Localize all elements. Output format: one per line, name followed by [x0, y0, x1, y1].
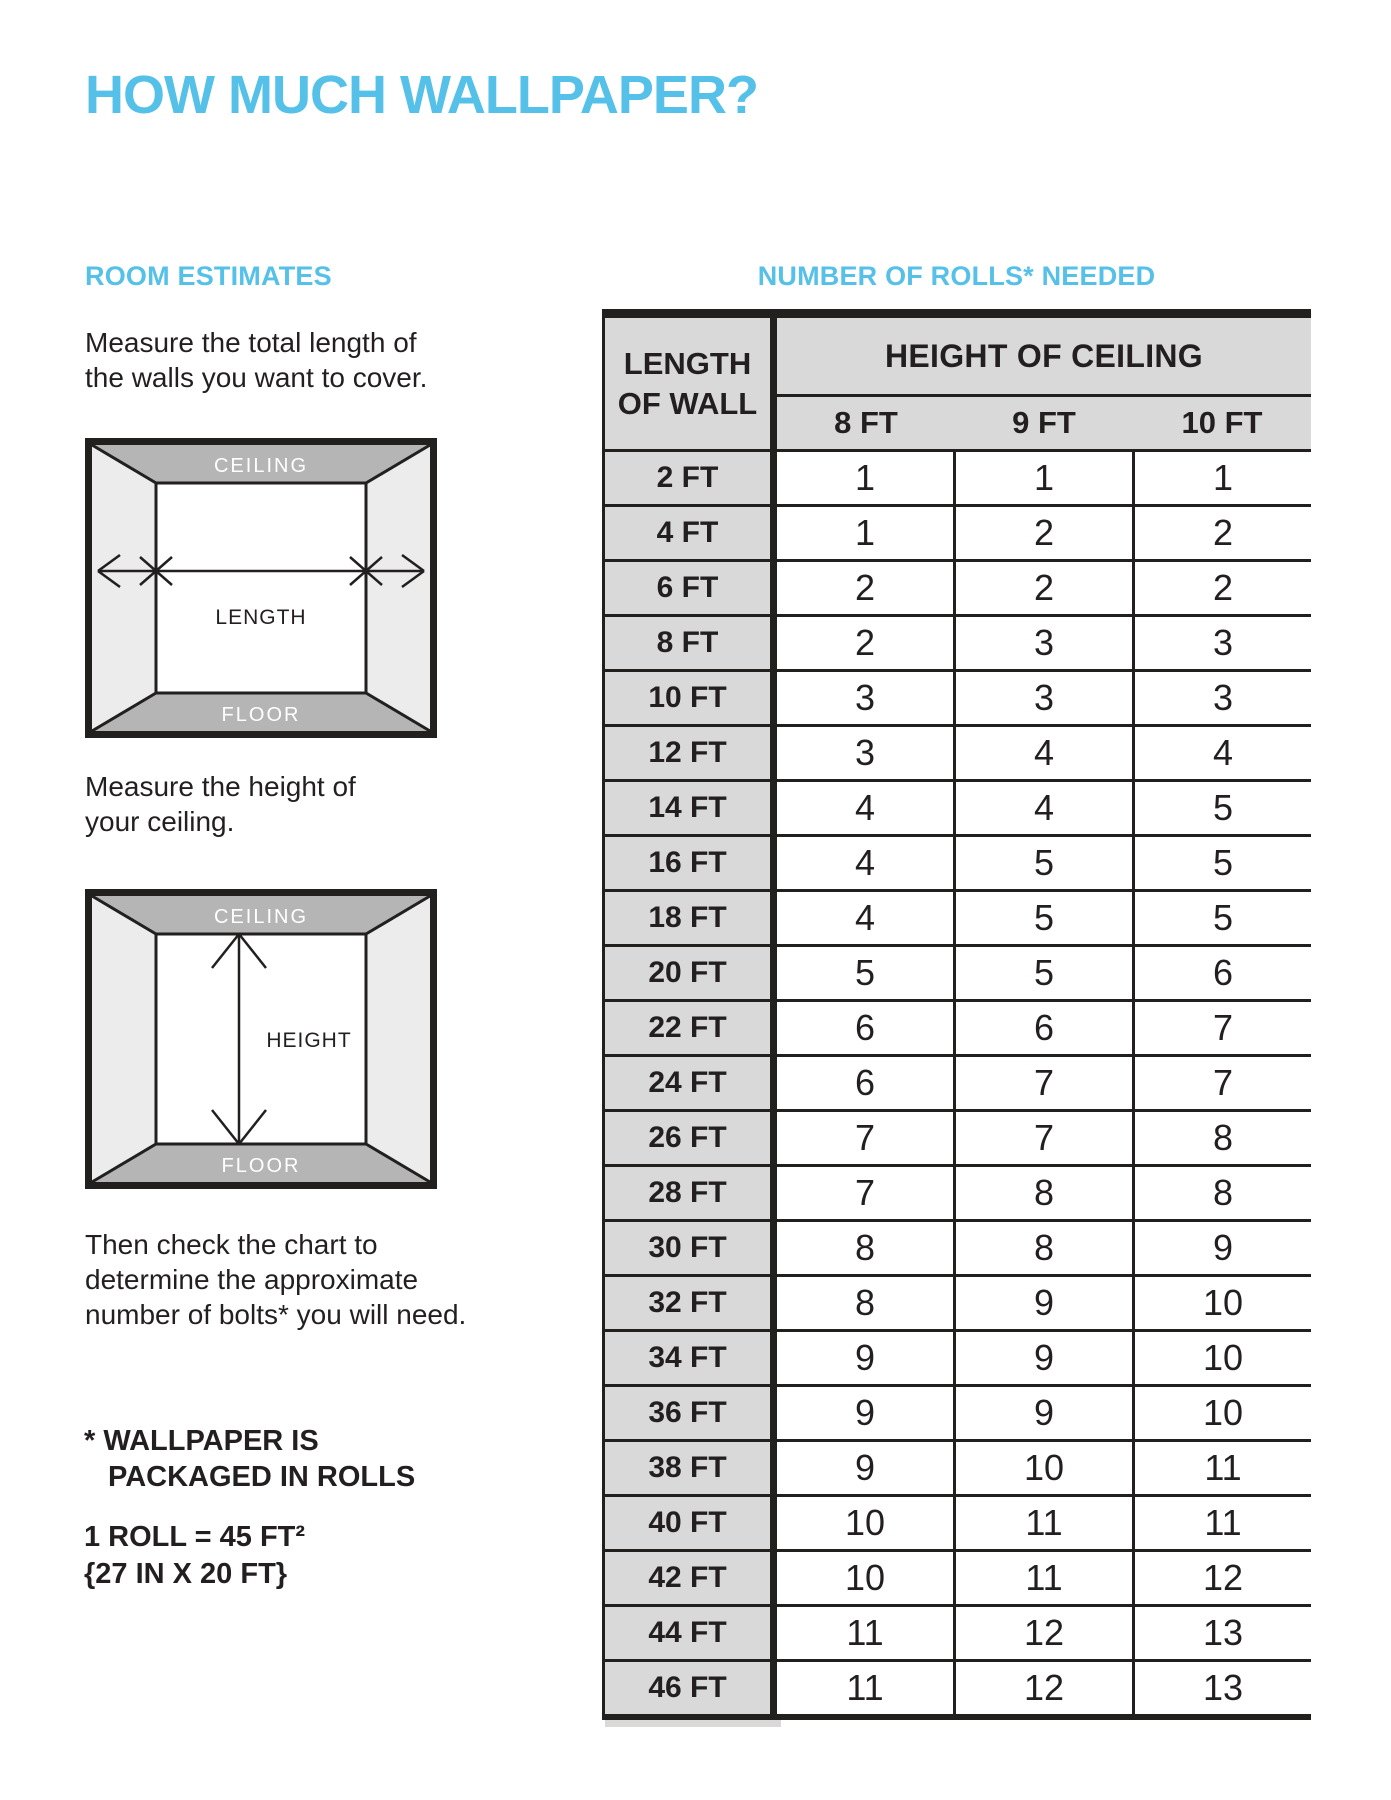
- rolls-9ft-cell: 10: [953, 1439, 1132, 1494]
- wall-length-cell: 18 FT: [605, 889, 777, 944]
- rolls-10ft-cell: 2: [1132, 504, 1311, 559]
- column-header-9ft: 9 FT: [1012, 405, 1076, 440]
- room-length-diagram: [85, 438, 437, 738]
- instruction-line: your ceiling.: [85, 806, 235, 837]
- table-row: [605, 834, 1311, 889]
- rolls-10ft-cell: 7: [1132, 999, 1311, 1054]
- rolls-10ft-cell: 5: [1132, 834, 1311, 889]
- rolls-8ft-cell: 9: [777, 1384, 953, 1439]
- wall-length-cell: 32 FT: [605, 1274, 777, 1329]
- back-wall-panel: [156, 483, 366, 693]
- rolls-9ft-cell: 5: [953, 889, 1132, 944]
- rolls-9ft-cell: 11: [953, 1494, 1132, 1549]
- wall-length-cell: 40 FT: [605, 1494, 777, 1549]
- rolls-9ft-cell: 8: [953, 1164, 1132, 1219]
- rolls-8ft-cell: 4: [777, 779, 953, 834]
- rolls-9ft-cell: 2: [953, 559, 1132, 614]
- roll-spec-line: {27 IN X 20 FT}: [84, 1558, 288, 1590]
- rolls-9ft-cell: 12: [953, 1659, 1132, 1714]
- ceiling-height-columns: [777, 397, 1311, 449]
- wall-length-cell: 14 FT: [605, 779, 777, 834]
- wall-length-cell: 22 FT: [605, 999, 777, 1054]
- rolls-10ft-cell: 12: [1132, 1549, 1311, 1604]
- wall-length-cell: 28 FT: [605, 1164, 777, 1219]
- wall-length-cell: 26 FT: [605, 1109, 777, 1164]
- ceiling-height-header-group: [777, 318, 1311, 449]
- table-bottom-tab: [605, 1720, 781, 1727]
- rolls-needed-heading: NUMBER OF ROLLS* NEEDED: [757, 261, 1156, 291]
- instruction-line: number of bolts* you will need.: [85, 1299, 467, 1330]
- wall-length-cell: 12 FT: [605, 724, 777, 779]
- rolls-10ft-cell: 1: [1132, 449, 1311, 504]
- right-wall-panel: [366, 896, 430, 1182]
- table-body: [605, 449, 1311, 1714]
- rolls-10ft-cell: 3: [1132, 669, 1311, 724]
- instruction-measure-height: [85, 769, 356, 839]
- table-header: [605, 318, 1311, 449]
- rolls-8ft-cell: 1: [777, 504, 953, 559]
- footnote-line: * WALLPAPER IS: [84, 1425, 319, 1457]
- height-label: HEIGHT: [266, 1029, 352, 1052]
- left-wall-panel: [92, 445, 156, 731]
- rolls-9ft-cell: 7: [953, 1109, 1132, 1164]
- rolls-10ft-cell: 13: [1132, 1659, 1311, 1714]
- rolls-9ft-cell: 3: [953, 614, 1132, 669]
- wall-length-cell: 36 FT: [605, 1384, 777, 1439]
- length-label: LENGTH: [215, 606, 307, 629]
- instruction-measure-length: [85, 325, 427, 395]
- rolls-9ft-cell: 1: [953, 449, 1132, 504]
- table-row: [605, 1054, 1311, 1109]
- wall-length-cell: 10 FT: [605, 669, 777, 724]
- rolls-8ft-cell: 3: [777, 669, 953, 724]
- rolls-8ft-cell: 9: [777, 1329, 953, 1384]
- rolls-8ft-cell: 6: [777, 1054, 953, 1109]
- rolls-8ft-cell: 8: [777, 1219, 953, 1274]
- rolls-8ft-cell: 8: [777, 1274, 953, 1329]
- rolls-9ft-cell: 2: [953, 504, 1132, 559]
- rolls-10ft-cell: 10: [1132, 1274, 1311, 1329]
- wallpaper-rolls-footnote: [84, 1423, 415, 1495]
- rolls-10ft-cell: 11: [1132, 1439, 1311, 1494]
- table-row: [605, 724, 1311, 779]
- wall-length-cell: 42 FT: [605, 1549, 777, 1604]
- rolls-needed-table: [602, 309, 1311, 1720]
- rolls-10ft-cell: 5: [1132, 889, 1311, 944]
- table-row: [605, 1604, 1311, 1659]
- instruction-line: the walls you want to cover.: [85, 362, 428, 393]
- rolls-10ft-cell: 4: [1132, 724, 1311, 779]
- rolls-8ft-cell: 7: [777, 1164, 953, 1219]
- table-row: [605, 669, 1311, 724]
- rolls-8ft-cell: 4: [777, 889, 953, 944]
- rolls-9ft-cell: 5: [953, 944, 1132, 999]
- rolls-10ft-cell: 3: [1132, 614, 1311, 669]
- wall-length-cell: 6 FT: [605, 559, 777, 614]
- table-row: [605, 1274, 1311, 1329]
- room-height-diagram: [85, 889, 437, 1189]
- table-row: [605, 999, 1311, 1054]
- footnote-line: PACKAGED IN ROLLS: [108, 1461, 416, 1493]
- rolls-8ft-cell: 7: [777, 1109, 953, 1164]
- table-row: [605, 1164, 1311, 1219]
- column-header-8ft: 8 FT: [834, 405, 898, 440]
- table-row: [605, 779, 1311, 834]
- wall-length-cell: 46 FT: [605, 1659, 777, 1714]
- length-of-wall-header: [605, 318, 777, 449]
- instruction-line: determine the approximate: [85, 1264, 419, 1295]
- column-header-10ft: 10 FT: [1181, 405, 1263, 440]
- rolls-9ft-cell: 11: [953, 1549, 1132, 1604]
- rolls-8ft-cell: 11: [777, 1659, 953, 1714]
- table-row: [605, 1384, 1311, 1439]
- rolls-9ft-cell: 4: [953, 724, 1132, 779]
- table-row: [605, 504, 1311, 559]
- roll-spec-line: 1 ROLL = 45 FT²: [84, 1521, 306, 1553]
- rolls-9ft-cell: 8: [953, 1219, 1132, 1274]
- table-row: [605, 889, 1311, 944]
- rolls-9ft-cell: 3: [953, 669, 1132, 724]
- wall-length-cell: 38 FT: [605, 1439, 777, 1494]
- wall-length-cell: 34 FT: [605, 1329, 777, 1384]
- rolls-8ft-cell: 11: [777, 1604, 953, 1659]
- instruction-check-chart: [85, 1227, 466, 1332]
- wall-length-cell: 20 FT: [605, 944, 777, 999]
- rolls-10ft-cell: 7: [1132, 1054, 1311, 1109]
- table-row: [605, 1219, 1311, 1274]
- instruction-line: Measure the total length of: [85, 327, 417, 358]
- rolls-10ft-cell: 6: [1132, 944, 1311, 999]
- left-wall-panel: [92, 896, 156, 1182]
- table-row: [605, 1329, 1311, 1384]
- table-row: [605, 1109, 1311, 1164]
- table-row: [605, 1549, 1311, 1604]
- rolls-8ft-cell: 1: [777, 449, 953, 504]
- wall-length-cell: 4 FT: [605, 504, 777, 559]
- roll-size-spec: [84, 1519, 305, 1593]
- page-title: HOW MUCH WALLPAPER?: [85, 65, 758, 125]
- room-estimates-heading: ROOM ESTIMATES: [85, 261, 332, 291]
- rolls-8ft-cell: 2: [777, 614, 953, 669]
- rolls-9ft-cell: 4: [953, 779, 1132, 834]
- rolls-10ft-cell: 11: [1132, 1494, 1311, 1549]
- height-of-ceiling-header: HEIGHT OF CEILING: [777, 318, 1311, 397]
- rolls-10ft-cell: 9: [1132, 1219, 1311, 1274]
- rolls-10ft-cell: 10: [1132, 1329, 1311, 1384]
- right-wall-panel: [366, 445, 430, 731]
- instruction-line: Then check the chart to: [85, 1229, 378, 1260]
- rolls-10ft-cell: 8: [1132, 1109, 1311, 1164]
- floor-label: FLOOR: [221, 704, 301, 726]
- ceiling-label: CEILING: [213, 455, 309, 477]
- table-row: [605, 1659, 1311, 1714]
- length-of-wall-line: LENGTH: [623, 345, 752, 381]
- table-row: [605, 944, 1311, 999]
- table-row: [605, 1439, 1311, 1494]
- rolls-10ft-cell: 2: [1132, 559, 1311, 614]
- wall-length-cell: 16 FT: [605, 834, 777, 889]
- rolls-10ft-cell: 13: [1132, 1604, 1311, 1659]
- rolls-10ft-cell: 8: [1132, 1164, 1311, 1219]
- rolls-8ft-cell: 10: [777, 1494, 953, 1549]
- rolls-9ft-cell: 7: [953, 1054, 1132, 1109]
- length-of-wall-line: OF WALL: [617, 385, 758, 421]
- wall-length-cell: 30 FT: [605, 1219, 777, 1274]
- rolls-9ft-cell: 9: [953, 1329, 1132, 1384]
- rolls-9ft-cell: 9: [953, 1274, 1132, 1329]
- rolls-8ft-cell: 5: [777, 944, 953, 999]
- rolls-10ft-cell: 10: [1132, 1384, 1311, 1439]
- rolls-8ft-cell: 9: [777, 1439, 953, 1494]
- wall-length-cell: 44 FT: [605, 1604, 777, 1659]
- rolls-9ft-cell: 9: [953, 1384, 1132, 1439]
- floor-label: FLOOR: [221, 1155, 301, 1177]
- table-row: [605, 559, 1311, 614]
- rolls-8ft-cell: 4: [777, 834, 953, 889]
- rolls-9ft-cell: 5: [953, 834, 1132, 889]
- wall-length-cell: 24 FT: [605, 1054, 777, 1109]
- rolls-9ft-cell: 12: [953, 1604, 1132, 1659]
- wall-length-cell: 2 FT: [605, 449, 777, 504]
- rolls-8ft-cell: 2: [777, 559, 953, 614]
- rolls-9ft-cell: 6: [953, 999, 1132, 1054]
- rolls-10ft-cell: 5: [1132, 779, 1311, 834]
- ceiling-label: CEILING: [213, 906, 309, 928]
- rolls-8ft-cell: 3: [777, 724, 953, 779]
- table-row: [605, 1494, 1311, 1549]
- rolls-8ft-cell: 10: [777, 1549, 953, 1604]
- rolls-8ft-cell: 6: [777, 999, 953, 1054]
- table-row: [605, 449, 1311, 504]
- table-row: [605, 614, 1311, 669]
- wall-length-cell: 8 FT: [605, 614, 777, 669]
- instruction-line: Measure the height of: [85, 771, 356, 802]
